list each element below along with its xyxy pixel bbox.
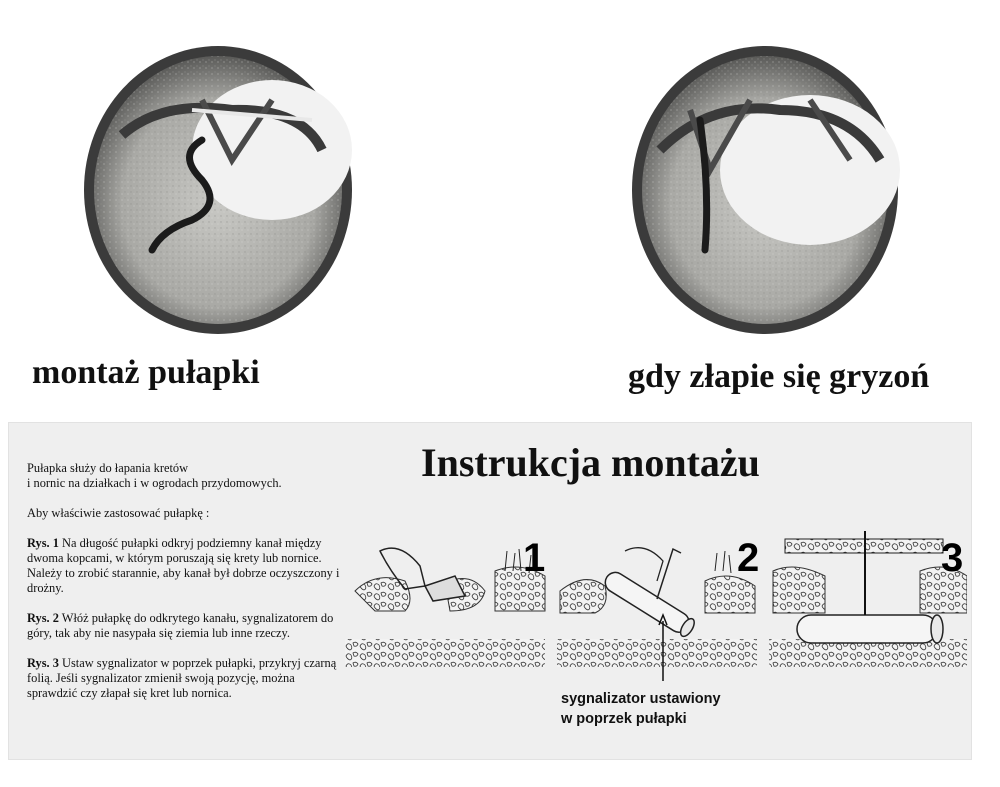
rys3-paragraph (27, 656, 347, 701)
instruction-text (27, 461, 347, 716)
rys1-label: Rys. 1 (27, 536, 59, 550)
panel-3 (769, 531, 967, 667)
rys3-text: Ustaw sygnalizator w poprzek pułapki, przykryj czarną folią. Jeśli sygnalizator zmienił swoją pozycję, można sprawdzić czy złapał się kret lub nornica. (27, 656, 337, 700)
rys2-text: Włóż pułapkę do odkrytego kanału, sygnalizatorem do góry, tak aby nie nasypała się ziemia lub inne rzeczy. (27, 611, 334, 640)
step-number-3: 3 (941, 536, 964, 580)
rys2-paragraph (27, 611, 347, 641)
usage-line: Aby właściwie zastosować pułapkę : (27, 506, 210, 520)
rys1-text: Na długość pułapki odkryj podziemny kanał między dwoma kopcami, w którym poruszają się krety lub nornice. Należy to zrobić starannie, aby kanał był dobrze oczyszczony i drożny. (27, 536, 340, 595)
intro-paragraph (27, 461, 347, 491)
instruction-sheet (8, 422, 972, 760)
step-number-1: 1 (523, 536, 546, 580)
installation-diagram (345, 531, 967, 681)
rys3-label: Rys. 3 (27, 656, 59, 670)
rodent-caught-photo (630, 40, 900, 336)
caption-trap-set: montaż pułapki (32, 354, 260, 391)
rys1-paragraph (27, 536, 347, 596)
panel-2 (557, 548, 757, 681)
panel-1 (345, 548, 545, 667)
signal-label (561, 689, 721, 729)
rys2-label: Rys. 2 (27, 611, 59, 625)
intro-line-1: Pułapka służy do łapania kretów (27, 461, 189, 475)
intro-line-2: i nornic na działkach i w ogrodach przydomowych. (27, 476, 282, 490)
caption-rodent-caught: gdy złapie się gryzoń (628, 358, 930, 395)
instruction-title: Instrukcja montażu (421, 440, 760, 485)
trap-set-photo (82, 40, 354, 336)
signal-label-line-1: sygnalizator ustawiony (561, 691, 721, 707)
signal-label-line-2: w poprzek pułapki (561, 711, 687, 727)
step-number-2: 2 (737, 536, 760, 580)
